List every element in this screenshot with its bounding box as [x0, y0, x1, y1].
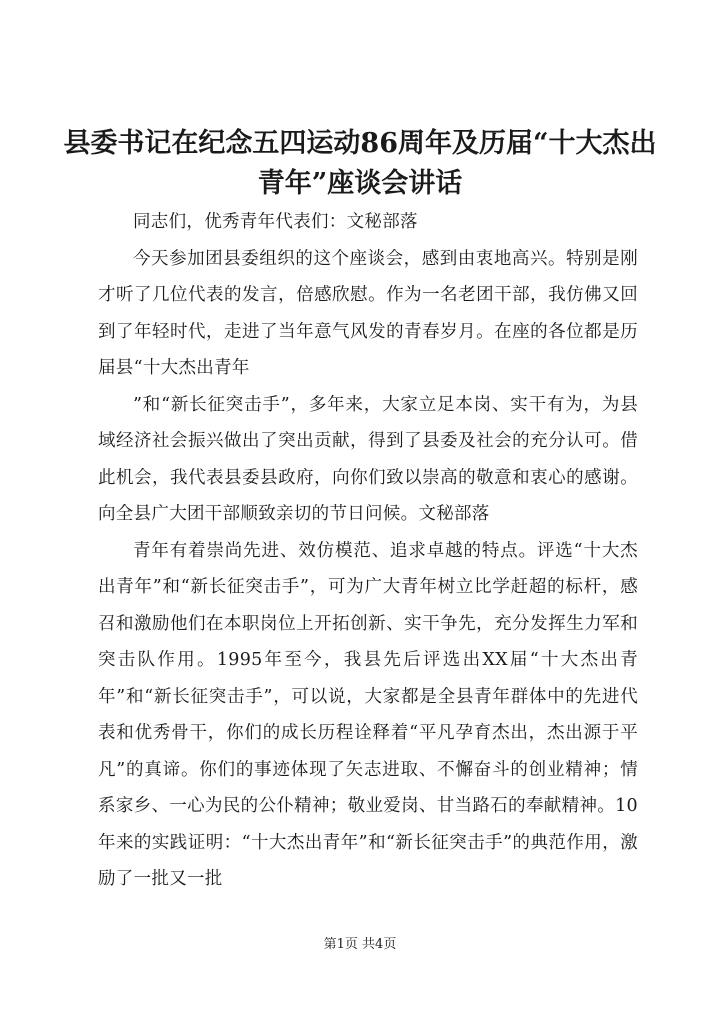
paragraph-youth: 青年有着崇尚先进、效仿模范、追求卓越的特点。评选“十大杰出青年”和“新长征突击手”，可为广大青年树立比学赶超的标杆，感召和激励他们在本职岗位上开拓创新、实干争先，充分发挥生力军和突击队作用。1995年至今，我县先后评选出XX届“十大杰出青年”和“新长征突击手”，可以说，大家都是全县青年群体中的先进代表和优秀骨干，你们的成长历程诠释着“平凡孕育杰出，杰出源于平凡”的真谛。你们的事迹体现了矢志进取、不懈奋斗的创业精神；情系家乡、一心为民的公仆精神；敬业爱岗、甘当路石的奉献精神。10年来的实践证明：“十大杰出青年”和“新长征突击手”的典范作用，激励了一批又一批 [98, 540, 638, 889]
paragraph-greeting: 同志们，优秀青年代表们：文秘部落 [133, 212, 418, 232]
document-body [98, 204, 638, 898]
page-footer: 第1页 共4页 [323, 937, 397, 952]
paragraph-thanks: ”和“新长征突击手”，多年来，大家立足本岗、实干有为，为县域经济社会振兴做出了突出贡献，得到了县委及社会的充分认可。借此机会，我代表县委县政府，向你们致以崇高的敬意和衷心的感谢。向全县广大团干部顺致亲切的节日问候。文秘部落 [98, 394, 638, 524]
paragraph-opening: 今天参加团县委组织的这个座谈会，感到由衷地高兴。特别是刚才听了几位代表的发言，倍感欣慰。作为一名老团干部，我仿佛又回到了年轻时代，走进了当年意气风发的青春岁月。在座的各位都是历届县“十大杰出青年 [98, 248, 638, 378]
document-title: 县委书记在纪念五四运动86周年及历届“十大杰出青年”座谈会讲话 [63, 128, 657, 199]
